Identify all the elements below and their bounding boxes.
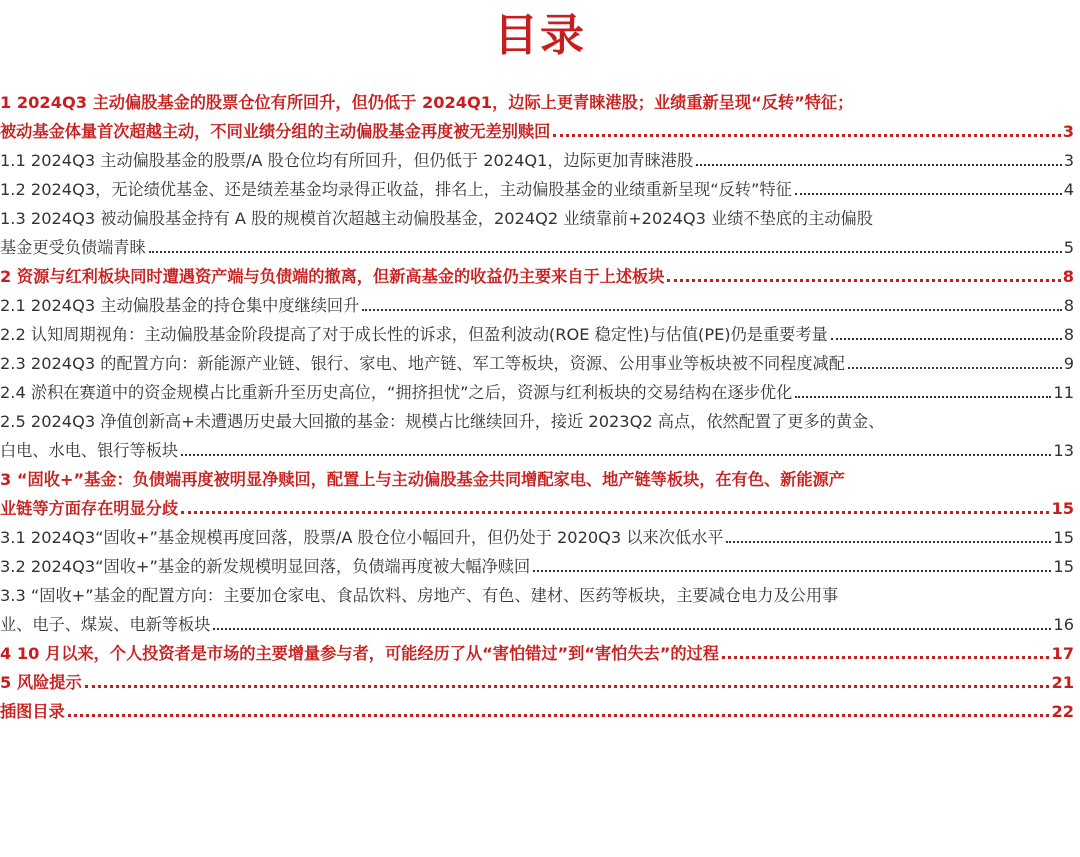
toc-entry-text: 2.3 2024Q3 的配置方向：新能源产业链、银行、家电、地产链、军工等板块，资源、公用事业等板块被不同程度减配 [0, 354, 845, 373]
toc-entry-text: 白电、水电、银行等板块 [0, 441, 179, 460]
toc-entry-text: 2.1 2024Q3 主动偏股基金的持仓集中度继续回升 [0, 296, 360, 315]
toc-entry-text: 2.4 淤积在赛道中的资金规模占比重新升至历史高位，“拥挤担忧”之后，资源与红利板块的交易结构在逐步优化 [0, 383, 793, 402]
dot-leader [85, 684, 1050, 688]
toc-entry-1-1[interactable] [0, 146, 1074, 175]
page-title: 目录 [494, 10, 586, 61]
dot-leader [795, 192, 1062, 195]
toc-entry-text-line1: 1.3 2024Q3 被动偏股基金持有 A 股的规模首次超越主动偏股基金，2024Q2 业绩靠前+2024Q3 业绩不垫底的主动偏股 [0, 209, 873, 228]
dot-leader [533, 569, 1051, 572]
toc-entry-2-5[interactable] [0, 407, 1074, 465]
toc-page-number: 16 [1053, 615, 1074, 634]
toc-entry-3-1[interactable] [0, 523, 1074, 552]
dot-leader [213, 627, 1051, 630]
toc-page-number: 11 [1053, 383, 1074, 402]
toc-entry-1[interactable] [0, 88, 1074, 146]
toc-entry-4[interactable] [0, 639, 1074, 668]
toc-entry-figures[interactable] [0, 697, 1074, 726]
dot-leader [181, 510, 1049, 514]
toc-page-number: 15 [1051, 499, 1074, 518]
toc-entry-text: 插图目录 [0, 702, 65, 721]
toc-page-number: 8 [1063, 296, 1074, 315]
toc-entry-text: 3.1 2024Q3“固收+”基金规模再度回落，股票/A 股仓位小幅回升，但仍处于 2020Q3 以来次低水平 [0, 528, 724, 547]
toc-page-number: 9 [1063, 354, 1074, 373]
toc-entry-2[interactable] [0, 262, 1074, 291]
dot-leader [831, 337, 1062, 340]
toc-entry-text: 2.2 认知周期视角：主动偏股基金阶段提高了对于成长性的诉求，但盈利波动(ROE 稳定性)与估值(PE)仍是重要考量 [0, 325, 828, 344]
toc-entry-5[interactable] [0, 668, 1074, 697]
table-of-contents [0, 88, 1074, 726]
toc-page-number: 17 [1051, 644, 1074, 663]
toc-entry-text: 4 10 月以来，个人投资者是市场的主要增量参与者，可能经历了从“害怕错过”到“害怕失去”的过程 [0, 644, 719, 663]
toc-entry-text: 被动基金体量首次超越主动，不同业绩分组的主动偏股基金再度被无差别赎回 [0, 122, 551, 141]
toc-entry-3-2[interactable] [0, 552, 1074, 581]
toc-entry-text: 1.1 2024Q3 主动偏股基金的股票/A 股仓位均有所回升，但仍低于 2024Q1，边际更加青睐港股 [0, 151, 694, 170]
toc-entry-1-2[interactable] [0, 175, 1074, 204]
toc-entry-text: 3.2 2024Q3“固收+”基金的新发规模明显回落，负债端再度被大幅净赎回 [0, 557, 531, 576]
toc-entry-2-4[interactable] [0, 378, 1074, 407]
toc-page-number: 21 [1051, 673, 1074, 692]
toc-entry-3[interactable] [0, 465, 1074, 523]
dot-leader [362, 308, 1061, 311]
toc-page-number: 15 [1053, 557, 1074, 576]
toc-page-number: 5 [1063, 238, 1074, 257]
dot-leader [795, 395, 1051, 398]
toc-entry-2-2[interactable] [0, 320, 1074, 349]
toc-page-number: 22 [1051, 702, 1074, 721]
dot-leader [181, 453, 1051, 456]
toc-entry-3-3[interactable] [0, 581, 1074, 639]
dot-leader [696, 163, 1062, 166]
dot-leader [68, 713, 1050, 717]
dot-leader [722, 655, 1050, 659]
toc-page-number: 8 [1062, 267, 1074, 286]
toc-entry-text-line1: 1 2024Q3 主动偏股基金的股票仓位有所回升，但仍低于 2024Q1，边际上更青睐港股；业绩重新呈现“反转”特征； [0, 93, 854, 112]
toc-entry-text: 基金更受负债端青睐 [0, 238, 146, 257]
toc-entry-text-line1: 2.5 2024Q3 净值创新高+未遭遇历史最大回撤的基金：规模占比继续回升，接近 2023Q2 高点，依然配置了更多的黄金、 [0, 412, 885, 431]
toc-page-number: 8 [1063, 325, 1074, 344]
toc-page-number: 3 [1063, 151, 1074, 170]
toc-page-number: 3 [1062, 122, 1074, 141]
dot-leader [848, 366, 1062, 369]
toc-page-number: 13 [1053, 441, 1074, 460]
toc-page-number: 15 [1053, 528, 1074, 547]
toc-entry-text: 业链等方面存在明显分歧 [0, 499, 179, 518]
toc-entry-2-3[interactable] [0, 349, 1074, 378]
toc-entry-text: 2 资源与红利板块同时遭遇资产端与负债端的撤离，但新高基金的收益仍主要来自于上述板块 [0, 267, 665, 286]
dot-leader [553, 133, 1060, 137]
toc-entry-text: 1.2 2024Q3，无论绩优基金、还是绩差基金均录得正收益，排名上，主动偏股基金的业绩重新呈现“反转”特征 [0, 180, 792, 199]
toc-page-number: 4 [1063, 180, 1074, 199]
toc-entry-text: 业、电子、煤炭、电新等板块 [0, 615, 211, 634]
toc-entry-1-3[interactable] [0, 204, 1074, 262]
toc-entry-text: 5 风险提示 [0, 673, 82, 692]
toc-entry-text-line1: 3.3 “固收+”基金的配置方向：主要加仓家电、食品饮料、房地产、有色、建材、医药等板块，主要减仓电力及公用事 [0, 586, 839, 605]
dot-leader [149, 250, 1062, 253]
dot-leader [726, 540, 1051, 543]
toc-entry-text-line1: 3 “固收+”基金：负债端再度被明显净赎回，配置上与主动偏股基金共同增配家电、地产链等板块，在有色、新能源产 [0, 470, 845, 489]
dot-leader [667, 278, 1060, 282]
toc-entry-2-1[interactable] [0, 291, 1074, 320]
